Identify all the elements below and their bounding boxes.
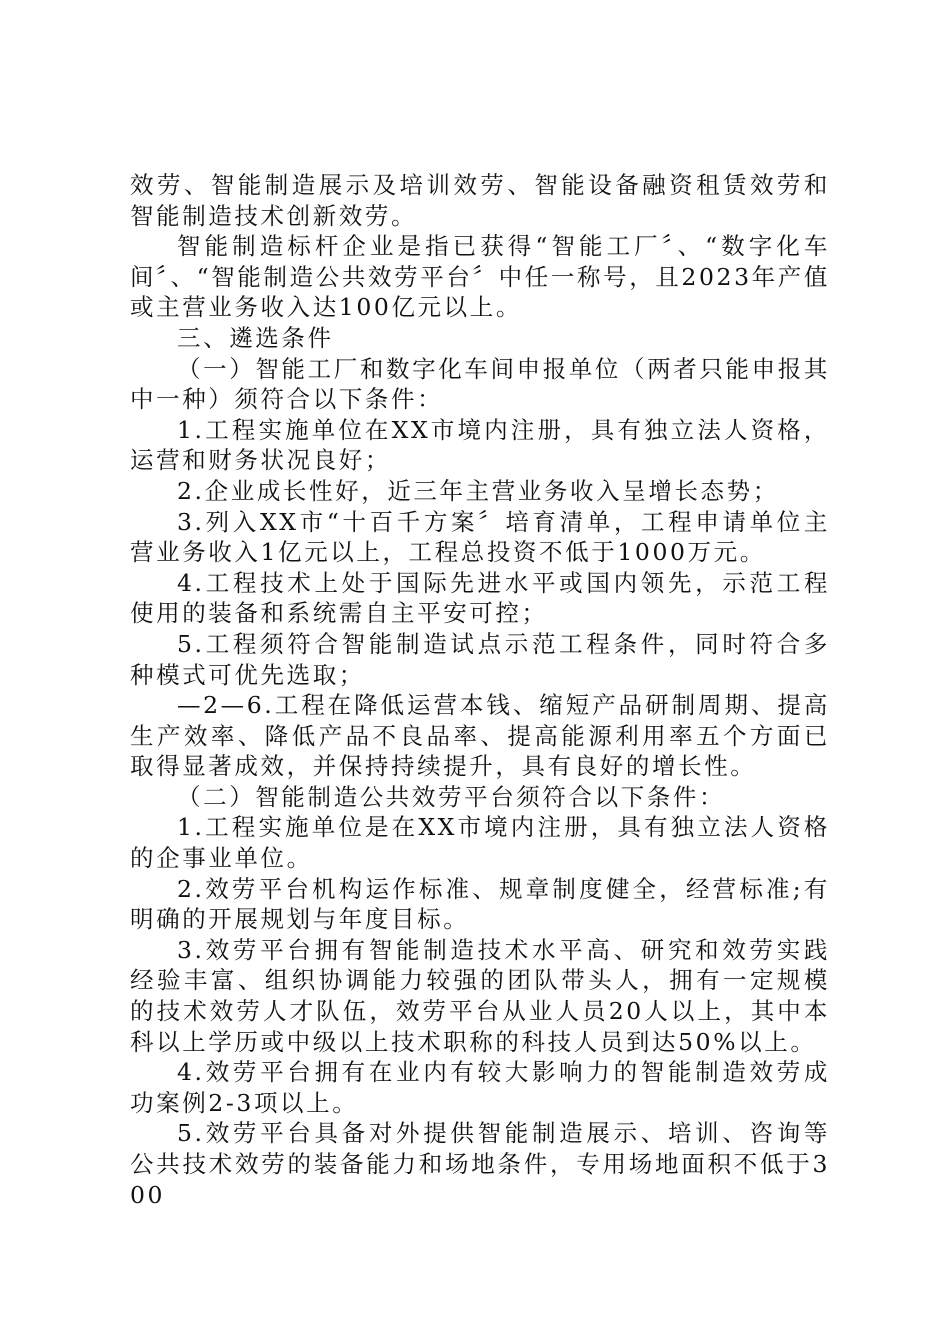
criteria-item: 3.列入XX市“十百千方案〞培育清单，工程申请单位主营业务收入1亿元以上，工程总投资不低于1000万元。 <box>130 507 830 567</box>
paragraph-continuation: 效劳、智能制造展示及培训效劳、智能设备融资租赁效劳和智能制造技术创新效劳。 <box>130 171 830 230</box>
criteria-item: 5.效劳平台具备对外提供智能制造展示、培训、咨询等公共技术效劳的装备能力和场地条件，专用场地面积不低于300 <box>130 1119 830 1209</box>
criteria-item: 5.工程须符合智能制造试点示范工程条件，同时符合多种模式可优先选取； <box>130 629 830 689</box>
subsection-heading-1: （一）智能工厂和数字化车间申报单位（两者只能申报其中一种）须符合以下条件： <box>130 354 830 414</box>
criteria-item: 4.效劳平台拥有在业内有较大影响力的智能制造效劳成功案例2-3项以上。 <box>130 1058 830 1117</box>
document-body <box>130 170 830 1210</box>
criteria-item-with-page-number: —2—6.工程在降低运营本钱、缩短产品研制周期、提高生产效率、降低产品不良品率、提高能源利用率五个方面已取得显著成效，并保持持续提升，具有良好的增长性。 <box>130 691 830 781</box>
criteria-item: 1.工程实施单位是在XX市境内注册，具有独立法人资格的企事业单位。 <box>130 813 830 873</box>
subsection-heading-2: （二）智能制造公共效劳平台须符合以下条件： <box>177 782 726 811</box>
section-heading-selection-criteria: 三、遴选条件 <box>177 323 334 352</box>
criteria-item: 3.效劳平台拥有智能制造技术水平高、研究和效劳实践经验丰富、组织协调能力较强的团队带头人，拥有一定规模的技术效劳人才队伍，效劳平台从业人员20人以上，其中本科以上学历或中级以上技术职称的科技人员到达50%以上。 <box>130 935 830 1056</box>
criteria-item: 2.效劳平台机构运作标准、规章制度健全，经营标准;有明确的开展规划与年度目标。 <box>130 874 830 934</box>
paragraph-benchmark-definition: 智能制造标杆企业是指已获得“智能工厂〞、“数字化车间〞、“智能制造公共效劳平台〞中任一称号，且2023年产值或主营业务收入达100亿元以上。 <box>130 232 830 322</box>
criteria-item: 1.工程实施单位在XX市境内注册，具有独立法人资格，运营和财务状况良好； <box>130 415 830 475</box>
criteria-item: 2.企业成长性好，近三年主营业务收入呈增长态势； <box>177 476 779 505</box>
criteria-item: 4.工程技术上处于国际先进水平或国内领先，示范工程使用的装备和系统需自主平安可控； <box>130 568 830 628</box>
